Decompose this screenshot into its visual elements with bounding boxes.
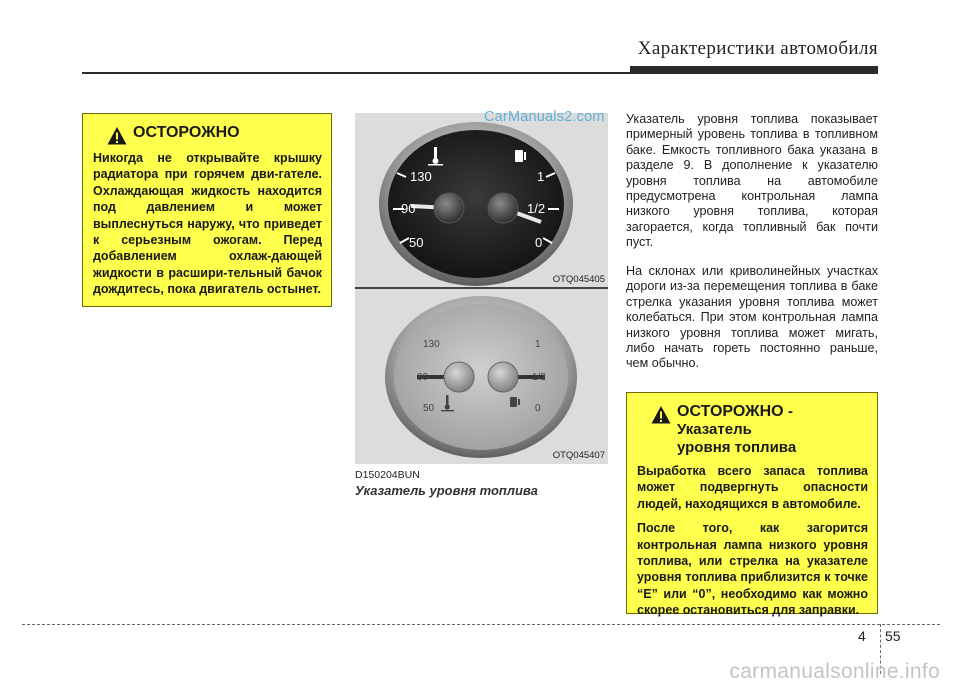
warning-text: Никогда не открывайте крышку радиатора при горячем дви-гателе. Охлаждающая жидкость находится под давлением и может выплеснуться наружу, что приведет к серьезным ожогам. Перед добавлением охлаж-дающей жидкости в расшири-тельный бачок дождитесь, пока двигатель остынет.	[93, 151, 322, 297]
fuel-label-empty: 0	[535, 235, 543, 250]
figure-gauge-top	[355, 113, 608, 288]
warning-title-main: ОСТОРОЖНО	[677, 403, 784, 420]
figure-caption: Указатель уровня топлива	[355, 483, 538, 498]
warning-box-coolant	[82, 113, 332, 307]
fuel-hub	[488, 362, 518, 392]
fuel-label-half: 1/2	[532, 372, 546, 383]
reference-code: D150204BUN	[355, 469, 420, 481]
gauge-cluster-illustration-off	[355, 289, 608, 464]
gauge-cluster-illustration	[355, 113, 608, 288]
warning-triangle-icon	[651, 405, 671, 425]
section-title: Характеристики автомобиля	[637, 38, 878, 59]
warning-title-suffix: - Указатель	[677, 403, 794, 438]
warning-title: ОСТОРОЖНО	[133, 124, 240, 141]
fuel-label-full: 1	[535, 339, 541, 350]
warning-title-line2: уровня топлива	[677, 439, 797, 456]
temp-label-mid: 90	[401, 201, 416, 216]
chapter-number: 4	[858, 628, 866, 644]
temp-hub	[434, 193, 464, 223]
fuel-hub	[488, 193, 518, 223]
warning-text-2: После того, как загорится контрольная лампа низкого уровня топлива, или стрелка на указателе уровня топлива приблизится к точке “E” или “0”, необходимо как можно скорее остановиться для заправки.	[637, 521, 868, 618]
temp-label-high: 130	[410, 169, 432, 184]
body-paragraph-1: Указатель уровня топлива показывает примерный уровень топлива в топливном баке. Емкость топливного бака указана в разделе 9. В дополнение к указателю уровня топлива на автомобиле предусмотрена контрольная лампа низкого уровня топлива, которая загорается, когда топливный бак почти пуст.	[626, 112, 878, 250]
temp-label-low: 50	[409, 235, 424, 250]
figure-gauge-bottom	[355, 289, 608, 464]
figure-code: OTQ045407	[552, 450, 605, 461]
figure-watermark: CarManuals2.com	[484, 109, 605, 125]
temp-hub	[444, 362, 474, 392]
header-rule	[82, 72, 878, 74]
warning-title	[677, 403, 868, 457]
page-number: 55	[885, 628, 901, 644]
temp-label-mid: 90	[417, 372, 429, 383]
warning-header	[93, 124, 322, 146]
body-paragraph-2: На склонах или криволинейных участках дороги из-за перемещения топлива в баке стрелка указания уровня топлива может колебаться. При этом контрольная лампа низкого уровня топлива может мигать, либо начать гореть постоянно раньше, чем обычно.	[626, 264, 878, 371]
site-watermark: carmanualsonline.info	[729, 660, 940, 683]
warning-triangle-icon	[107, 126, 127, 146]
figure-code: OTQ045405	[552, 274, 605, 285]
fuel-label-empty: 0	[535, 403, 541, 414]
warning-text-1: Выработка всего запаса топлива может подвергнуть опасности людей, находящихся в автомобиле.	[637, 464, 868, 511]
temp-label-low: 50	[423, 403, 435, 414]
fuel-label-full: 1	[537, 169, 545, 184]
footer-rule	[22, 624, 940, 625]
warning-header	[637, 403, 868, 457]
temp-label-high: 130	[423, 339, 440, 350]
warning-box-fuel	[626, 392, 878, 618]
fuel-label-half: 1/2	[527, 201, 546, 216]
